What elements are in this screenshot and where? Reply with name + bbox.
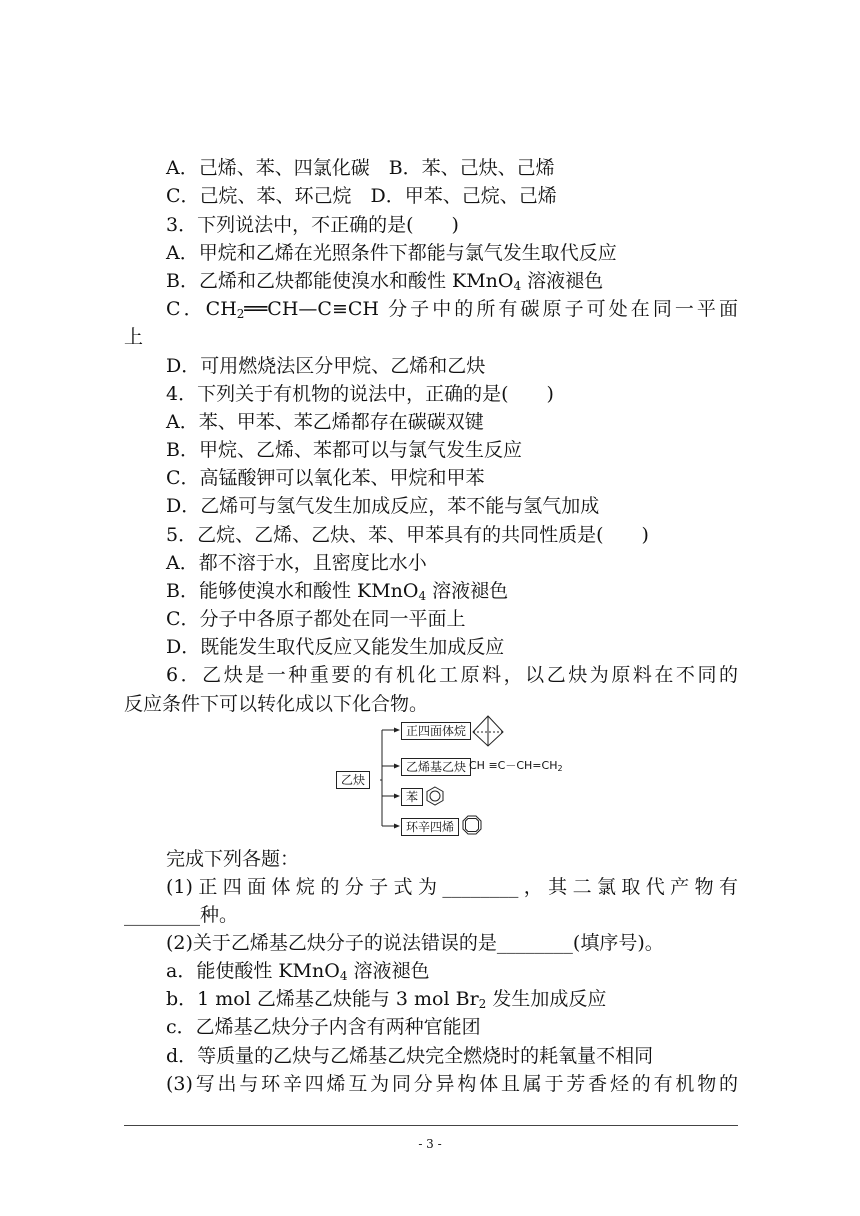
q4-option-b: B．甲烷、乙烯、苯都可以与氯气发生反应 — [166, 439, 522, 461]
q6-instruction: 完成下列各题： — [166, 848, 300, 870]
node-benzene: 苯 — [401, 788, 423, 806]
q6-part3: (3)写出与环辛四烯互为同分异构体且属于芳香烃的有机物的 — [166, 1073, 738, 1095]
q6-part1: (1)正四面体烷的分子式为________，其二氯取代产物有 — [166, 876, 738, 898]
q6-part1-continued: ________种。 — [124, 904, 239, 926]
text-segment: a．能使酸性 KMnO — [166, 960, 340, 982]
q6-part2-option-a — [166, 957, 738, 985]
cyclooctatetraene-icon — [463, 816, 481, 834]
q3-stem: 3．下列说法中，不正确的是( ) — [166, 214, 459, 236]
q6-stem-continued: 反应条件下可以转化成以下化合物。 — [124, 693, 429, 715]
text-segment: B．能够使溴水和酸性 KMnO — [166, 580, 419, 602]
page-number: - 3 - — [418, 1137, 442, 1151]
subscript: 2 — [478, 997, 487, 1011]
footer-rule — [124, 1125, 738, 1126]
q2-options-ab: A．己烯、苯、四氯化碳 B．苯、己炔、己烯 — [166, 157, 555, 179]
text-segment: b．1 mol 乙烯基乙炔能与 3 mol Br — [166, 988, 479, 1010]
q3-option-a: A．甲烷和乙烯在光照条件下都能与氯气发生取代反应 — [166, 242, 617, 264]
q5-option-c: C．分子中各原子都处在同一平面上 — [166, 608, 466, 630]
q3-option-b — [166, 267, 738, 295]
q5-option-d: D．既能发生取代反应又能发生加成反应 — [166, 636, 505, 658]
node-vinylacetylene: 乙烯基乙炔 — [401, 758, 471, 776]
q3-option-d: D．可用燃烧法区分甲烷、乙烯和乙炔 — [166, 355, 486, 377]
tetrahedrane-icon — [473, 716, 503, 746]
acetylene-reaction-diagram — [330, 712, 570, 844]
q6-part2-option-c: c．乙烯基乙炔分子内含有两种官能团 — [166, 1016, 481, 1038]
q4-option-d: D．乙烯可与氢气发生加成反应，苯不能与氢气加成 — [166, 495, 600, 517]
q3-option-c-continued: 上 — [124, 326, 144, 348]
text-segment: ══CH—C≡CH 分子中的所有碳原子可处在同一平面 — [244, 298, 738, 320]
q5-stem: 5．乙烷、乙烯、乙炔、苯、甲苯具有的共同性质是( ) — [166, 524, 649, 546]
benzene-icon — [427, 787, 443, 805]
node-cyclooctatetraene: 环辛四烯 — [401, 818, 459, 836]
text-segment: C．CH — [166, 298, 237, 320]
subscript: 4 — [513, 279, 522, 293]
text-segment: 溶液褪色 — [521, 270, 604, 292]
q2-options-cd: C．己烷、苯、环己烷 D．甲苯、己烷、己烯 — [166, 185, 557, 207]
q5-option-a: A．都不溶于水，且密度比水小 — [166, 552, 427, 574]
q6-part2-option-b — [166, 985, 738, 1013]
vinylacetylene-formula — [469, 758, 563, 774]
node-acetylene: 乙炔 — [336, 771, 370, 789]
q6-part2-option-d: d．等质量的乙炔与乙烯基乙炔完全燃烧时的耗氧量不相同 — [166, 1045, 654, 1067]
text-segment: B．乙烯和乙炔都能使溴水和酸性 KMnO — [166, 270, 514, 292]
q5-option-b — [166, 577, 738, 605]
subscript: 4 — [418, 589, 427, 603]
q6-part2: (2)关于乙烯基乙炔分子的说法错误的是________(填序号)。 — [166, 932, 664, 954]
q6-stem: 6．乙炔是一种重要的有机化工原料，以乙炔为原料在不同的 — [166, 664, 738, 686]
q3-option-c — [166, 295, 738, 323]
text-segment: 溶液褪色 — [347, 960, 430, 982]
q4-option-a: A．苯、甲苯、苯乙烯都存在碳碳双键 — [166, 411, 484, 433]
subscript: 2 — [236, 307, 245, 321]
text-segment: 发生加成反应 — [486, 988, 607, 1010]
q4-stem: 4．下列关于有机物的说法中，正确的是( ) — [166, 383, 554, 405]
formula-text: CH ≡C－CH=CH — [469, 759, 558, 772]
formula-subscript: 2 — [557, 764, 563, 773]
node-tetrahedrane: 正四面体烷 — [401, 722, 471, 740]
text-segment: 溶液褪色 — [426, 580, 509, 602]
subscript: 4 — [339, 969, 348, 983]
q4-option-c: C．高锰酸钾可以氧化苯、甲烷和甲苯 — [166, 467, 485, 489]
